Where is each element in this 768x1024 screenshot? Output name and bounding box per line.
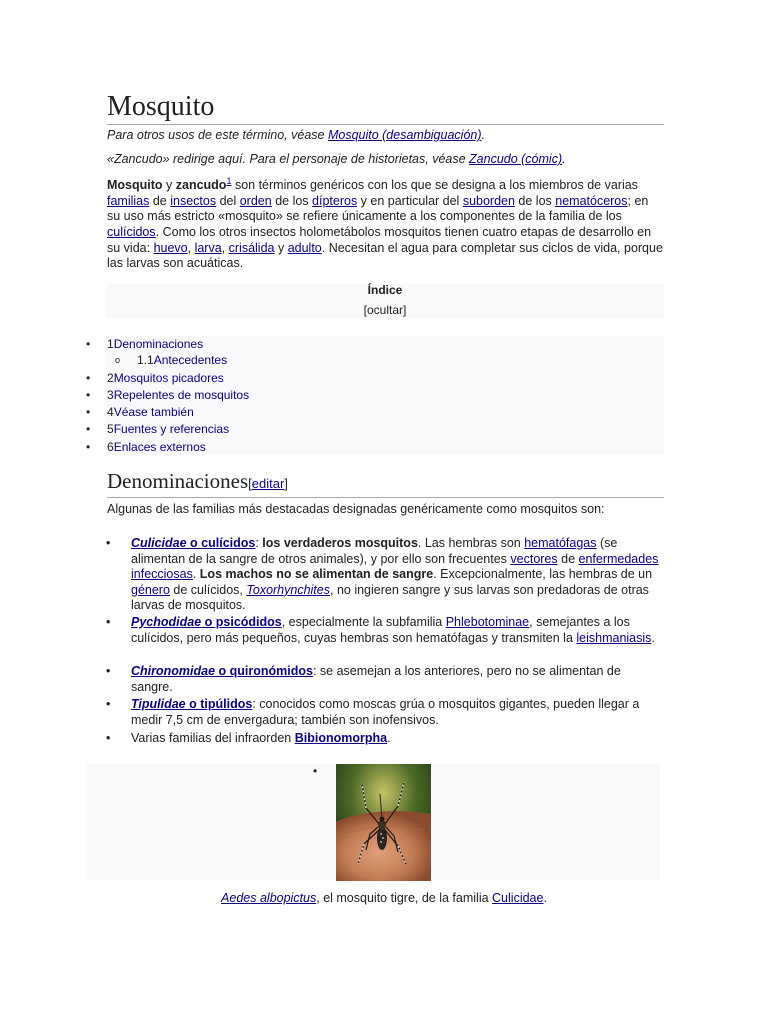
gallery-bullet: • <box>313 764 318 778</box>
genero-link[interactable]: género <box>131 582 170 597</box>
intro-paragraph: Mosquito y zancudo$^1$ son términos genéricos con los que se designa a los miembros de varias familias de insectos del orden de los dípteros y en particular del suborden de los nematóceros; en su uso más estricto «mosquito» se refiere únicamente a los componentes de la familia de los culícidos. Como los otros insectos holometábolos mosquitos tienen cuatro etapas de desarrollo en su vida: huevo, larva, crisálida y adulto. Necesitan el agua para completar sus ciclos de vida, porque las larvas son acuáticas. <box>107 176 663 271</box>
toc-item-mosquitos-picadores[interactable]: 2Mosquitos picadores <box>107 371 224 385</box>
huevo-link[interactable]: huevo <box>153 240 188 255</box>
list-item-culicidae: Culicidae o culícidos: los verdaderos mosquitos. Las hembras son hematófagas (se alimentan de la sangre de otros animales), y por ello son frecuentes vectores de enfermedades infecciosas. Los machos no se alimentan de sangre. Excepcionalmente, las hembras de un género de culícidos, Toxorhynchites, no ingieren sangre y sus larvas son predadoras de otras larvas de mosquitos. <box>131 536 659 613</box>
list-bullet: • <box>106 731 111 745</box>
list-item-pychodidae: Pychodidae o psicódidos, especialmente la subfamilia Phlebotominae, semejantes a los culícidos, pero más pequeños, cuyas hembras son hematófagas y transmiten la leishmaniasis. <box>131 615 655 645</box>
chironomidae-link[interactable]: Chironomidae o quironómidos <box>131 664 313 678</box>
list-item-tipulidae: Tipulidae o tipúlidos: conocidos como moscas grúa o mosquitos gigantes, pueden llegar a medir 7,5 cm de envergadura; también son inofensivos. <box>131 697 640 727</box>
insectos-link[interactable]: insectos <box>170 193 217 208</box>
list-item-bibionomorpha: Varias familias del infraorden Bibionomorpha. <box>131 731 391 745</box>
zancudo-comic-link[interactable]: Zancudo (cómic) <box>469 152 563 166</box>
list-bullet: • <box>106 615 111 629</box>
list-item-chironomidae: Chironomidae o quironómidos: se asemejan a los anteriores, pero no se alimentan de sangre. <box>131 664 621 694</box>
toc-title: Índice <box>367 283 403 297</box>
toxorhynchites-link[interactable]: Toxorhynchites <box>246 582 330 597</box>
toc-bullet: • <box>86 337 91 351</box>
toc-item-fuentes[interactable]: 5Fuentes y referencias <box>107 422 230 436</box>
hematofagas-link[interactable]: hematófagas <box>524 536 597 550</box>
term-zancudo: zancudo <box>175 178 227 193</box>
hatnote-text: «Zancudo» redirige aquí. Para el personaje de historietas, véase <box>107 152 470 166</box>
dipteros-link[interactable]: dípteros <box>312 193 358 208</box>
mosquito-image <box>336 764 431 881</box>
culicidae-caption-link[interactable]: Culicidae <box>492 891 544 905</box>
adulto-link[interactable]: adulto <box>287 240 322 255</box>
section-heading-text: Denominaciones <box>107 469 249 493</box>
hatnote-disambiguation <box>107 127 664 143</box>
toc-item-vease-tambien[interactable]: 4Véase también <box>107 405 194 419</box>
edit-section-link[interactable]: editar <box>251 476 285 491</box>
list-bullet: • <box>106 536 111 550</box>
toc-bullet: • <box>86 371 91 385</box>
hatnote-text: Para otros usos de este término, véase <box>107 128 328 142</box>
toc-bullet: • <box>86 440 91 454</box>
list-bullet: • <box>106 697 111 711</box>
phlebotominae-link[interactable]: Phlebotominae <box>445 615 530 629</box>
gallery-caption: Aedes albopictus, el mosquito tigre, de la familia Culicidae. <box>221 891 547 905</box>
suborden-link[interactable]: suborden <box>462 193 515 208</box>
toc-item-denominaciones[interactable]: 1Denominaciones <box>107 337 204 351</box>
toc-item-antecedentes[interactable]: 1.1Antecedentes <box>137 353 228 367</box>
toc-bullet: • <box>86 388 91 402</box>
toc-bullet: • <box>86 405 91 419</box>
enfermedades-infecciosas-link[interactable]: enfermedades infecciosas <box>131 551 659 582</box>
toc-item-enlaces-externos[interactable]: 6Enlaces externos <box>107 440 206 454</box>
culicidae-link[interactable]: Culicidae o culícidos <box>131 536 256 550</box>
familias-link[interactable]: familias <box>107 193 150 208</box>
toc-bullet: • <box>86 422 91 436</box>
disambiguation-link[interactable]: Mosquito (desambiguación) <box>327 128 482 142</box>
leishmaniasis-link[interactable]: leishmaniasis <box>576 630 652 645</box>
aedes-albopictus-link[interactable]: Aedes albopictus <box>221 891 317 905</box>
term-mosquito: Mosquito <box>107 178 163 193</box>
section-heading-denominaciones: Denominaciones[editar] <box>107 468 664 498</box>
orden-link[interactable]: orden <box>239 193 272 208</box>
larva-link[interactable]: larva <box>194 240 222 255</box>
toc-item-repelentes[interactable]: 3Repelentes de mosquitos <box>107 388 250 402</box>
list-bullet: • <box>106 664 111 678</box>
pychodidae-link[interactable]: Pychodidae o psicódidos <box>131 615 282 629</box>
page-title: Mosquito <box>107 91 664 125</box>
hatnote-redirect <box>107 151 664 167</box>
crisalida-link[interactable]: crisálida <box>228 240 275 255</box>
reference-link[interactable]: 1 <box>226 176 232 186</box>
toc-sub-bullet: o <box>115 355 121 365</box>
tipulidae-link[interactable]: Tipulidae o tipúlidos <box>131 697 253 711</box>
vectores-link[interactable]: vectores <box>510 551 558 566</box>
nematoceros-link[interactable]: nematóceros <box>555 193 628 208</box>
toc-hide-toggle[interactable]: [ocultar] <box>363 303 407 317</box>
culicidos-link[interactable]: culícidos <box>107 224 156 239</box>
mosquito-photo[interactable] <box>336 764 431 881</box>
hatnote-text: . <box>562 152 566 166</box>
hatnote-text: . <box>481 128 485 142</box>
section-intro: Algunas de las familias más destacadas designadas genéricamente como mosquitos son: <box>107 502 605 516</box>
bibionomorpha-link[interactable]: Bibionomorpha <box>294 731 388 745</box>
